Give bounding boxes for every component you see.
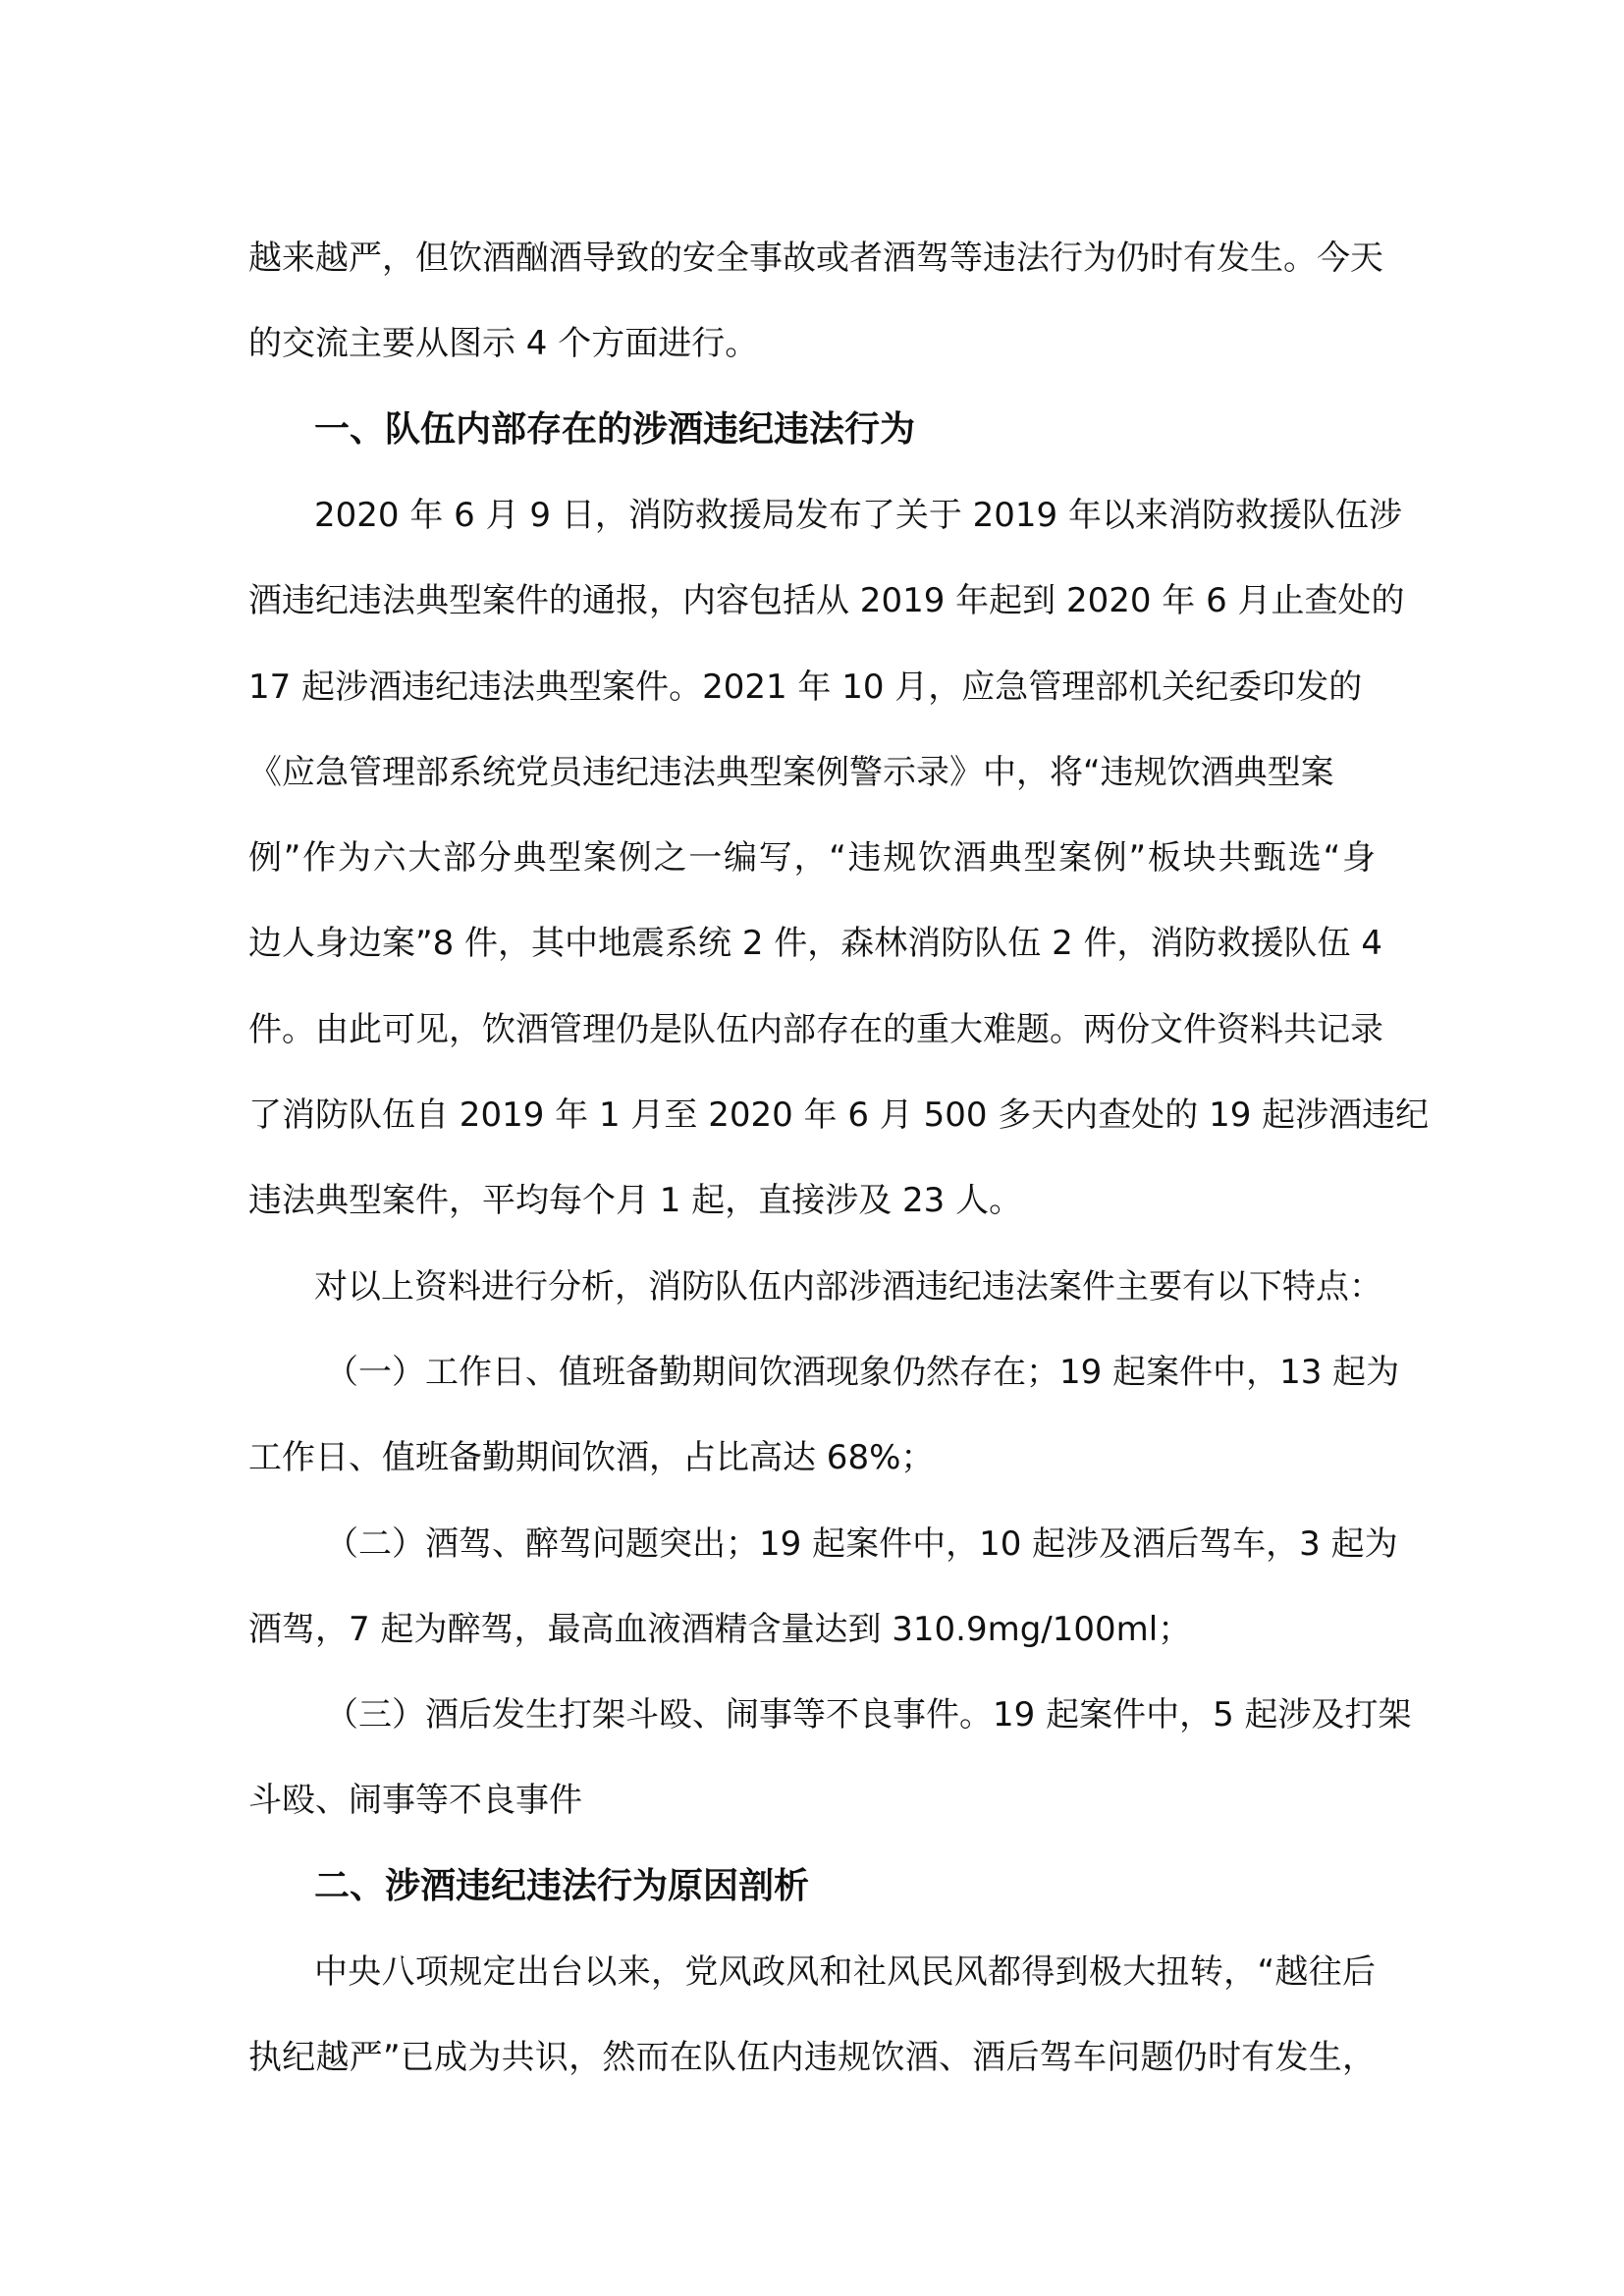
text-line: 违法典型案件，平均每个月 1 起，直接涉及 23 人。: [248, 1181, 1023, 1221]
text-line: 例”作为六大部分典型案例之一编写，“违规饮酒典型案例”板块共甄选“身: [248, 838, 1376, 879]
text-line: （一）工作日、值班备勤期间饮酒现象仍然存在；19 起案件中，13 起为: [325, 1352, 1400, 1392]
text-line: 斗殴、闹事等不良事件: [248, 1781, 582, 1821]
text-line: 边人身边案”8 件，其中地震系统 2 件，森林消防队伍 2 件，消防救援队伍 4: [248, 924, 1382, 964]
text-line: 2020 年 6 月 9 日，消防救援局发布了关于 2019 年以来消防救援队伍涉: [314, 495, 1402, 535]
text-line: 《应急管理部系统党员违纪违法典型案例警示录》中，将“违规饮酒典型案: [248, 752, 1334, 792]
text-line: 件。由此可见，饮酒管理仍是队伍内部存在的重大难题。两份文件资料共记录: [248, 1009, 1383, 1049]
text-line: 酒驾，7 起为醉驾，最高血液酒精含量达到 310.9mg/100ml；: [248, 1609, 1192, 1649]
section-heading: 一、队伍内部存在的涉酒违纪违法行为: [314, 408, 916, 450]
text-line: 对以上资料进行分析，消防队伍内部涉酒违纪违法案件主要有以下特点：: [314, 1266, 1382, 1307]
section-heading: 二、涉酒违纪违法行为原因剖析: [314, 1865, 810, 1906]
text-line: 了消防队伍自 2019 年 1 月至 2020 年 6 月 500 多天内查处的 19 起涉酒违纪: [248, 1095, 1430, 1135]
text-line: 工作日、值班备勤期间饮酒，占比高达 68%；: [248, 1438, 935, 1478]
text-line: （三）酒后发生打架斗殴、闹事等不良事件。19 起案件中，5 起涉及打架: [325, 1695, 1412, 1735]
text-line: 的交流主要从图示 4 个方面进行。: [248, 324, 759, 364]
text-line: 中央八项规定出台以来，党风政风和社风民风都得到极大扭转，“越往后: [314, 1952, 1376, 1992]
text-line: 越来越严，但饮酒酗酒导致的安全事故或者酒驾等违法行为仍时有发生。今天: [248, 239, 1383, 278]
text-line: 执纪越严”已成为共识，然而在队伍内违规饮酒、酒后驾车问题仍时有发生，: [248, 2038, 1376, 2078]
text-line: 酒违纪违法典型案件的通报，内容包括从 2019 年起到 2020 年 6 月止查处的: [248, 581, 1405, 621]
text-line: （二）酒驾、醉驾问题突出；19 起案件中，10 起涉及酒后驾车，3 起为: [325, 1523, 1398, 1564]
text-line: 17 起涉酒违纪违法典型案件。2021 年 10 月，应急管理部机关纪委印发的: [248, 667, 1363, 707]
